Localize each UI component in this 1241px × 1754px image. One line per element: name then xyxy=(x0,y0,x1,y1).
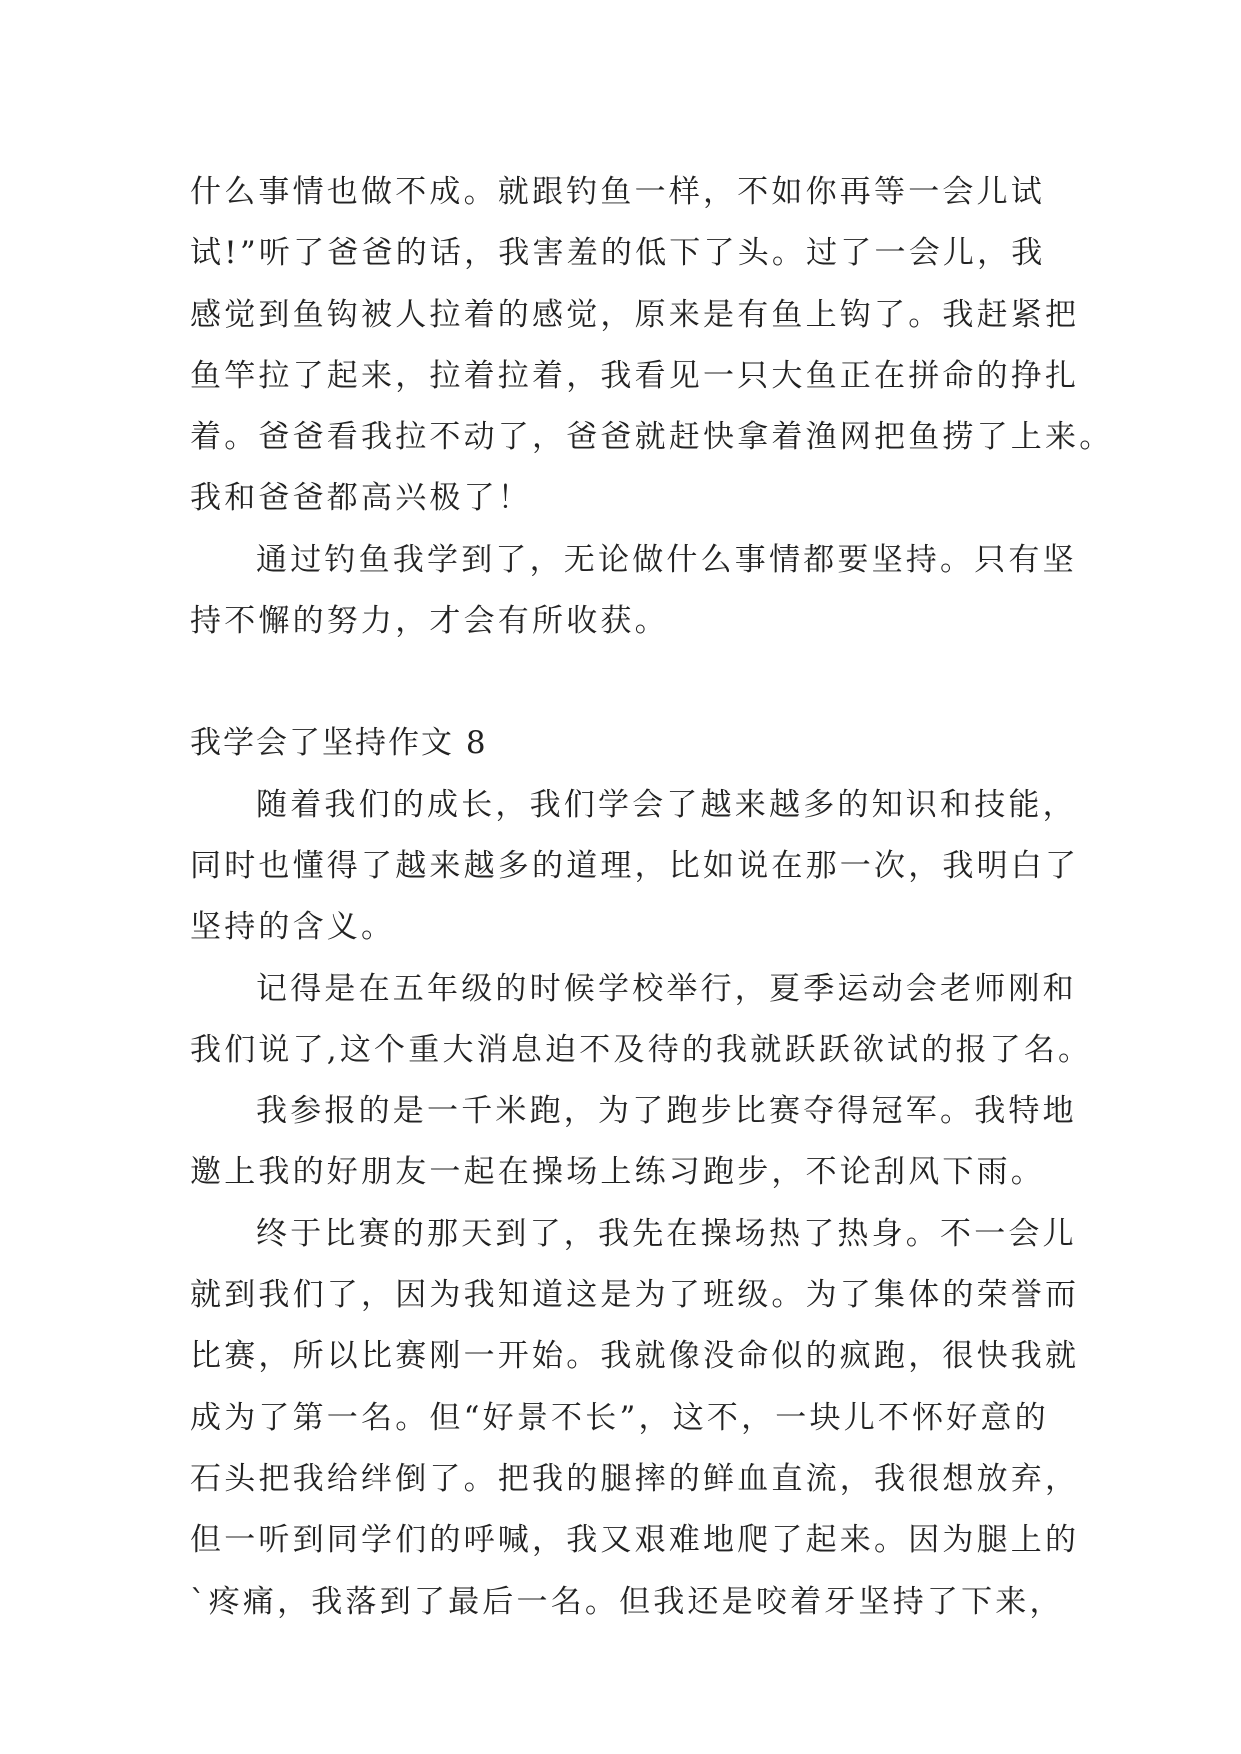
text-line: 坚持的含义。 xyxy=(190,909,396,946)
paragraph-fishing-story xyxy=(190,162,1114,530)
text-line: 感觉到鱼钩被人拉着的感觉，原来是有鱼上钩了。我赶紧把 xyxy=(190,296,1080,333)
text-line: 我参报的是一千米跑，为了跑步比赛夺得冠军。我特地 xyxy=(256,1093,1077,1130)
text-line: 成为了第一名。但“好景不长”，这不，一块儿不怀好意的 xyxy=(190,1399,1049,1436)
text-line: 终于比赛的那天到了，我先在操场热了热身。不一会儿 xyxy=(256,1215,1077,1252)
text-line: 着。爸爸看我拉不动了，爸爸就赶快拿着渔网把鱼捞了上来。 xyxy=(190,419,1114,456)
section-gap xyxy=(190,652,1070,713)
text-line: 随着我们的成长，我们学会了越来越多的知识和技能， xyxy=(256,786,1077,823)
text-line: 但一听到同学们的呼喊，我又艰难地爬了起来。因为腿上的 xyxy=(190,1522,1080,1559)
text-line: 鱼竿拉了起来，拉着拉着，我看见一只大鱼正在拼命的挣扎 xyxy=(190,357,1080,394)
essay-title: 我学会了坚持作文 8 xyxy=(190,725,488,762)
text-line: 持不懈的努力，才会有所收获。 xyxy=(190,603,669,640)
text-line: 石头把我给绊倒了。把我的腿摔的鲜血直流，我很想放弃， xyxy=(190,1460,1080,1497)
text-line: 邀上我的好朋友一起在操场上练习跑步，不论刮风下雨。 xyxy=(190,1154,1045,1191)
text-line: 通过钓鱼我学到了，无论做什么事情都要坚持。只有坚 xyxy=(256,541,1077,578)
paragraph-fishing-lesson xyxy=(190,530,1077,653)
paragraph-race-day xyxy=(190,1204,1080,1633)
text-line: 就到我们了，因为我知道这是为了班级。为了集体的荣誉而 xyxy=(190,1277,1080,1314)
document-body xyxy=(190,162,1114,1633)
text-line: 记得是在五年级的时候学校举行，夏季运动会老师刚和 xyxy=(256,970,1077,1007)
text-line: 我们说了,这个重大消息迫不及待的我就跃跃欲试的报了名。 xyxy=(190,1031,1093,1068)
text-line: 我和爸爸都高兴极了！ xyxy=(190,480,532,517)
text-line: 什么事情也做不成。就跟钓鱼一样，不如你再等一会儿试 xyxy=(190,174,1045,210)
text-line: 比赛，所以比赛刚一开始。我就像没命似的疯跑，很快我就 xyxy=(190,1338,1080,1375)
paragraph-sports-meeting xyxy=(190,959,1093,1082)
text-line: `疼痛，我落到了最后一名。但我还是咬着牙坚持了下来， xyxy=(190,1583,1064,1620)
text-line: 同时也懂得了越来越多的道理，比如说在那一次，我明白了 xyxy=(190,847,1080,884)
paragraph-growing-up xyxy=(190,775,1080,959)
paragraph-training xyxy=(190,1081,1077,1204)
text-line: 试!”听了爸爸的话，我害羞的低下了头。过了一会儿，我 xyxy=(190,235,1046,272)
